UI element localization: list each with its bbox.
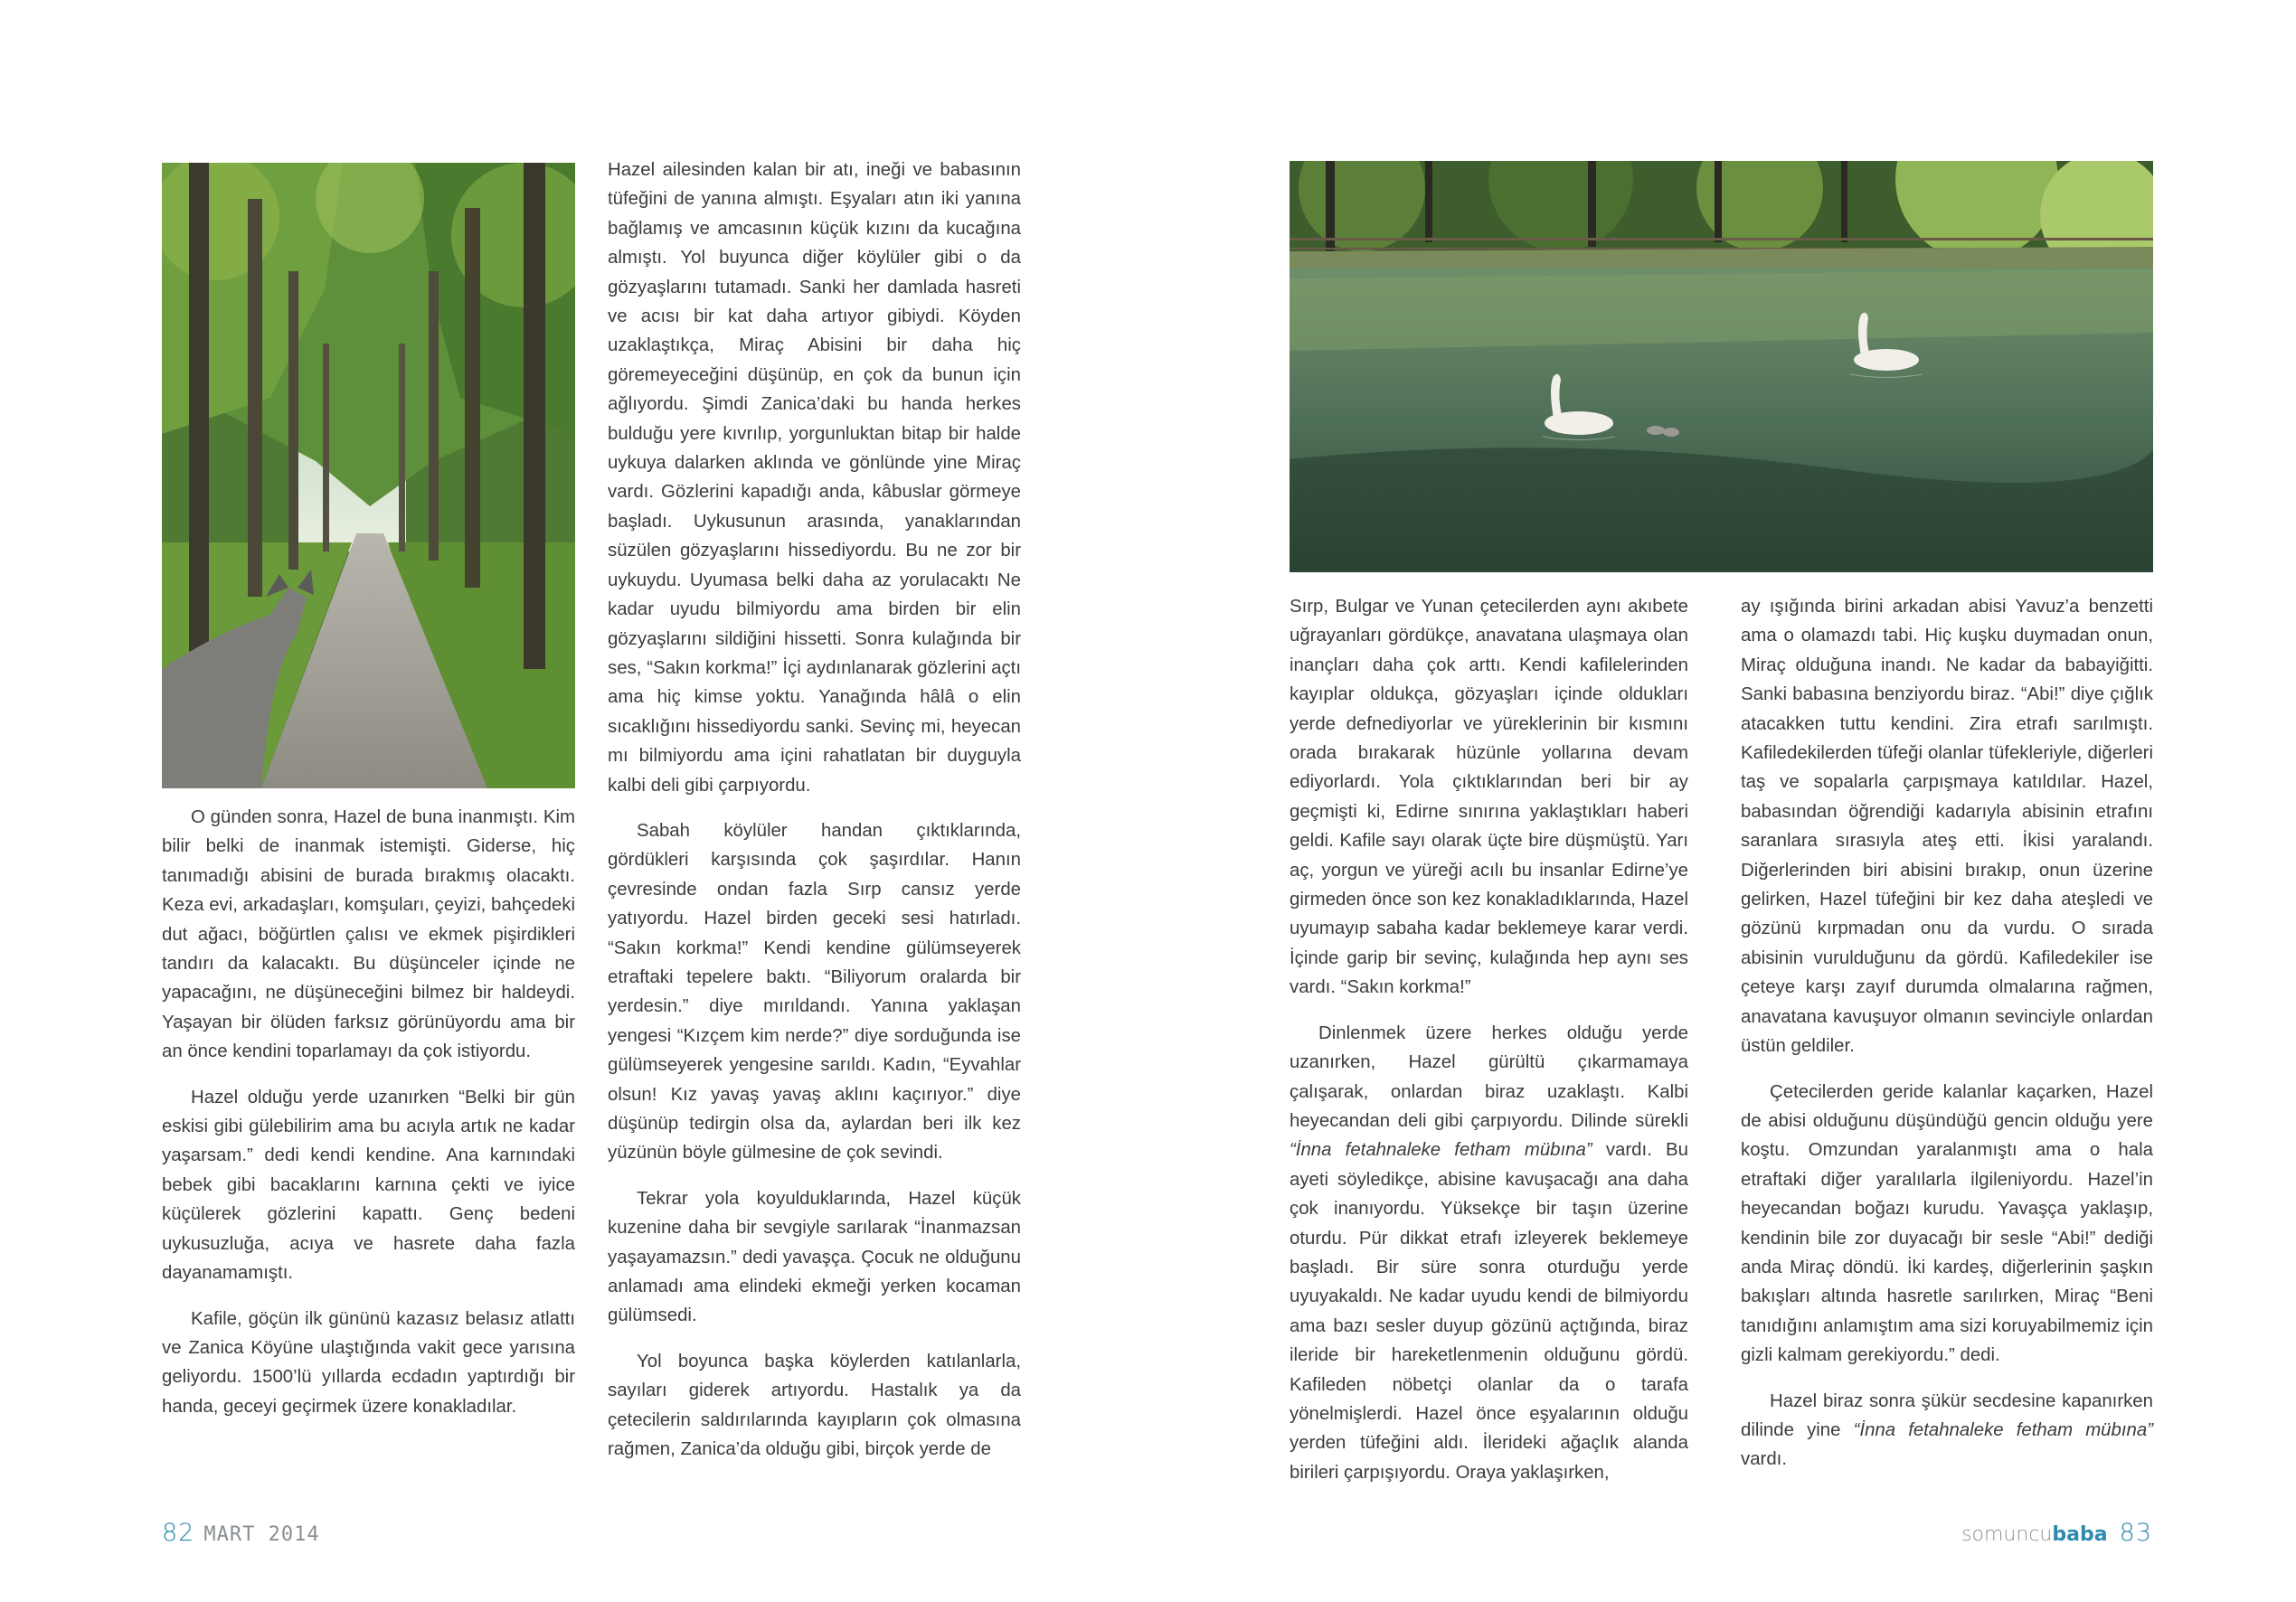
text-column-1 [162,803,575,1437]
page-number: 82 [162,1519,195,1547]
folio-left [162,1519,320,1547]
paragraph: O günden sonra, Hazel de buna inanmıştı. Kim bilir belki de inanmak istemişti. Giderse, hiç tanımadığı abisini de burada bırakmış olacaktı. Keza evi, arkadaşları, komşuları, çeyizi, bahçedeki dut ağacı, böğürtlen çalısı ve ekmek pişirdikleri tandırı da kalacaktı. Bu düşünceler içinde ne yapacağını, ne düşüneceğini bilmez bir haldeydi. Yaşayan bir ölüden farksız görünüyordu ama bir an önce kendini toparlamayı da çok istiyordu. [162,807,575,1062]
swans-lake-photo [1290,161,2153,572]
text-column-4 [1741,592,2153,1491]
paragraph: Kafile, göçün ilk gününü kazasız belasız atlattı ve Zanica Köyüne ulaştığında vakit gece yarısına geliyordu. 1500’lü yıllarda ecdadın yaptırdığı bir handa, geceyi geçirmek üzere konakladılar. [162,1308,575,1417]
paragraph-text: Dinlenmek üzere herkes olduğu yerde uzanırken, Hazel gürültü çıkarmamaya çalışarak, onlardan biraz uzaklaştı. Kalbi heyecandan deli gibi çarpıyordu. Dilinde sürekli [1290,1022,1688,1131]
text-column-3 [1290,592,1688,1503]
tree-lined-road-photo [162,163,575,788]
issue-date: MART 2014 [203,1523,320,1546]
paragraph: Yol boyunca başka köylerden katılanlarla, sayıları giderek artıyordu. Hastalık ya da çetecilerin saldırılarında kayıpların çok olmasına rağmen, Zanica’da olduğu gibi, birçok yerde de [608,1351,1021,1460]
paragraph: Sabah köylüler handan çıktıklarında, gördükleri karşısında çok şaşırdılar. Hanın çevresinde ondan fazla Sırp cansız yerde yatıyordu. Hazel birden geceki sesi hatırladı. “Sakın korkma!” Kendi kendine gülümseyerek etraftaki tepelere baktı. “Biliyorum oralarda bir yerdesin.” diye mırıldandı. Yanına yaklaşan yengesi “Kızçem kim nerde?” diye sorduğunda ise gülümseyerek yengesine sarıldı. Kadın, “Eyvahlar olsun! Kız yavaş yavaş aklını kaçırıyor.” diye düşünüp tedirgin olsa da, aylardan beri ilk kez yüzünün böyle gülmesine de çok sevindi. [608,820,1021,1164]
folio-right [1961,1519,2152,1547]
paragraph: ay ışığında birini arkadan abisi Yavuz’a benzetti ama o olamazdı tabi. Hiç kuşku duymadan onun, Miraç olduğuna inandı. Ne kadar da babayiğitti. Sanki babasına benziyordu biraz. “Abi!” diye çığlık atacakken tuttu kendini. Zira etrafı sarılmıştı. Kafiledekilerden tüfeği olanlar tüfekleriyle, diğerleri taş ve sopalarla çarpışmaya katıldılar. Hazel, babasından öğrendiği kadarıyla abisinin etrafını saranlara sırasıyla ateş etti. İkisi yaralandı. Diğerlerinden biri abisini bırakıp, onun üzerine gelirken, Hazel tüfeğini bir kez daha ateşledi ve gözünü kırpmadan onu da vurdu. O sırada abisinin vurulduğunu da gördü. Kafiledekiler ise çeteye karşı zayıf durumda olmalarına rağmen, anavatana kavuşuyor olmanın sevinciyle onlardan üstün geldiler. [1741,597,2153,1057]
page-number: 83 [2119,1519,2152,1547]
paragraph: Hazel ailesinden kalan bir atı, ineği ve babasının tüfeğini de yanına almıştı. Eşyaları atın iki yanına bağlamış ve amcasının küçük kızını da kucağına almıştı. Yol buyunca diğer köylüler gibi o da gözyaşlarını tutamadı. Sanki her damlada hasreti ve acısı bir kat daha artıyor gibiydi. Köyden uzaklaştıkça, Miraç Abisini bir daha hiç göremeyeceğini düşünüp, en çok da bunun için ağlıyordu. Şimdi Zanica’daki bu handa herkes bulduğu yere kıvrılıp, yorgunluktan bitap bir halde uykuya dalarken aklında ve gönlünde yine Miraç vardı. Gözlerini kapadığı anda, kâbuslar görmeye başladı. Uykusunun arasında, yanaklarından süzülen gözyaşlarını hissediyordu. Bu ne zor bir uykuydu. Uyumasa belki daha az yorulacaktı Ne kadar uyudu bilmiyordu ama birden bir elin gözyaşlarını sildiğini hissetti. Sonra kulağında bir ses, “Sakın korkma!” İçi aydınlanarak gözlerini açtı ama hiç kimse yoktu. Yanağında hâlâ o elin sıcaklığını hissediyordu sanki. Sevinç mi, heyecan mı bilmiyordu ama içini rahatlatan bir duyguyla kalbi deli gibi çarpıyordu. [608,160,1021,796]
paragraph [1290,1019,1688,1488]
text-column-2 [608,155,1021,1480]
paragraph: Hazel olduğu yerde uzanırken “Belki bir gün eskisi gibi gülebilirim ama bu acıyla artık ne kadar yaşarsam.” dedi kendi kendine. Ana karnındaki bebek gibi bacaklarını karnına çekti ve iyice küçülerek gözlerini kapattı. Genç bedeni uykusuzluğa, acıya ve hasrete daha fazla dayanamamıştı. [162,1087,575,1284]
paragraph: Tekrar yola koyulduklarında, Hazel küçük kuzenine daha bir sevgiyle sarılarak “İnanmazsan yaşayamazsın.” dedi yavaşça. Çocuk ne olduğunu anlamadı ama elindeki ekmeği yerken kocaman gülümsedi. [608,1188,1021,1326]
paragraph [1741,1387,2153,1475]
paragraph-text: vardı. Bu ayeti söyledikçe, abisine kavuşacağı ana daha çok inanıyordu. Yüksekçe bir taşın üzerine oturdu. Pür dikkat etrafı izleyerek beklemeye başladı. Bir süre sonra oturduğu yerde uyuyakaldı. Ne kadar uyudu kendi de bilmiyordu ama bazı sesler duyup gözünü açtığında, biraz ileride bir hareketlenmenin olduğunu gördü. Kafileden nöbetçi olanlar da o tarafa yönelmişlerdi. Hazel önce eşyalarının olduğu yerden tüfeğini aldı. İlerideki ağaçlık alanda birileri çarpışıyordu. Oraya yaklaşırken, [1290,1140,1688,1483]
ayet-quote: “İnna fetahnaleke fetham mübına” [1290,1140,1592,1161]
magazine-name [1961,1523,2107,1546]
paragraph: Çetecilerden geride kalanlar kaçarken, Hazel de abisi olduğunu düşündüğü gencin olduğu yere koştu. Omzundan yaralanmıştı ama o hala etraftaki diğer yaralılarla ilgileniyordu. Hazel’in heyecandan boğazı kurudu. Yavaşça yaklaşıp, kendinin bile zor duyacağı bir sesle “Abi!” dediği anda Miraç döndü. İki kardeş, diğerlerinin şaşkın bakışları altında hasretle sarılırken, Miraç “Beni tanıdığını anlamıştım ama sizi koruyabilmemiz için gizli kalmam gerekiyordu.” dedi. [1741,1081,2153,1366]
paragraph: Sırp, Bulgar ve Yunan çetecilerden aynı akıbete uğrayanları gördükçe, anavatana ulaşmaya olan inançları daha çok arttı. Kendi kafilelerinden kayıplar oldukça, gözyaşları içinde oldukları yerde defnediyorlar ve yüreklerinin bir kısmını orada bırakarak hüzünle yollarına devam ediyorlardı. Yola çıktıklarından beri bir ay geçmişti ki, Edirne sınırına yaklaştıkları haberi geldi. Kafile sayı olarak üçte bire düşmüştü. Yarı aç, yorgun ve yüreği acılı bu insanlar Edirne’ye girmeden önce son kez konakladıklarında, Hazel uyumayıp sabaha kadar beklemeye karar verdi. İçinde garip bir sevinç, kulağında hep aynı ses vardı. “Sakın korkma!” [1290,597,1688,998]
paragraph-text: Hazel biraz sonra şükür secdesine kapanırken dilinde yine [1741,1390,2153,1440]
ayet-quote: “İnna fetahnaleke fetham mübına” [1853,1419,2153,1440]
right-page [1148,0,2296,1602]
paragraph-text: vardı. [1741,1449,1787,1470]
magazine-name-part: somuncu [1961,1523,2053,1546]
magazine-name-part: baba [2052,1523,2108,1546]
